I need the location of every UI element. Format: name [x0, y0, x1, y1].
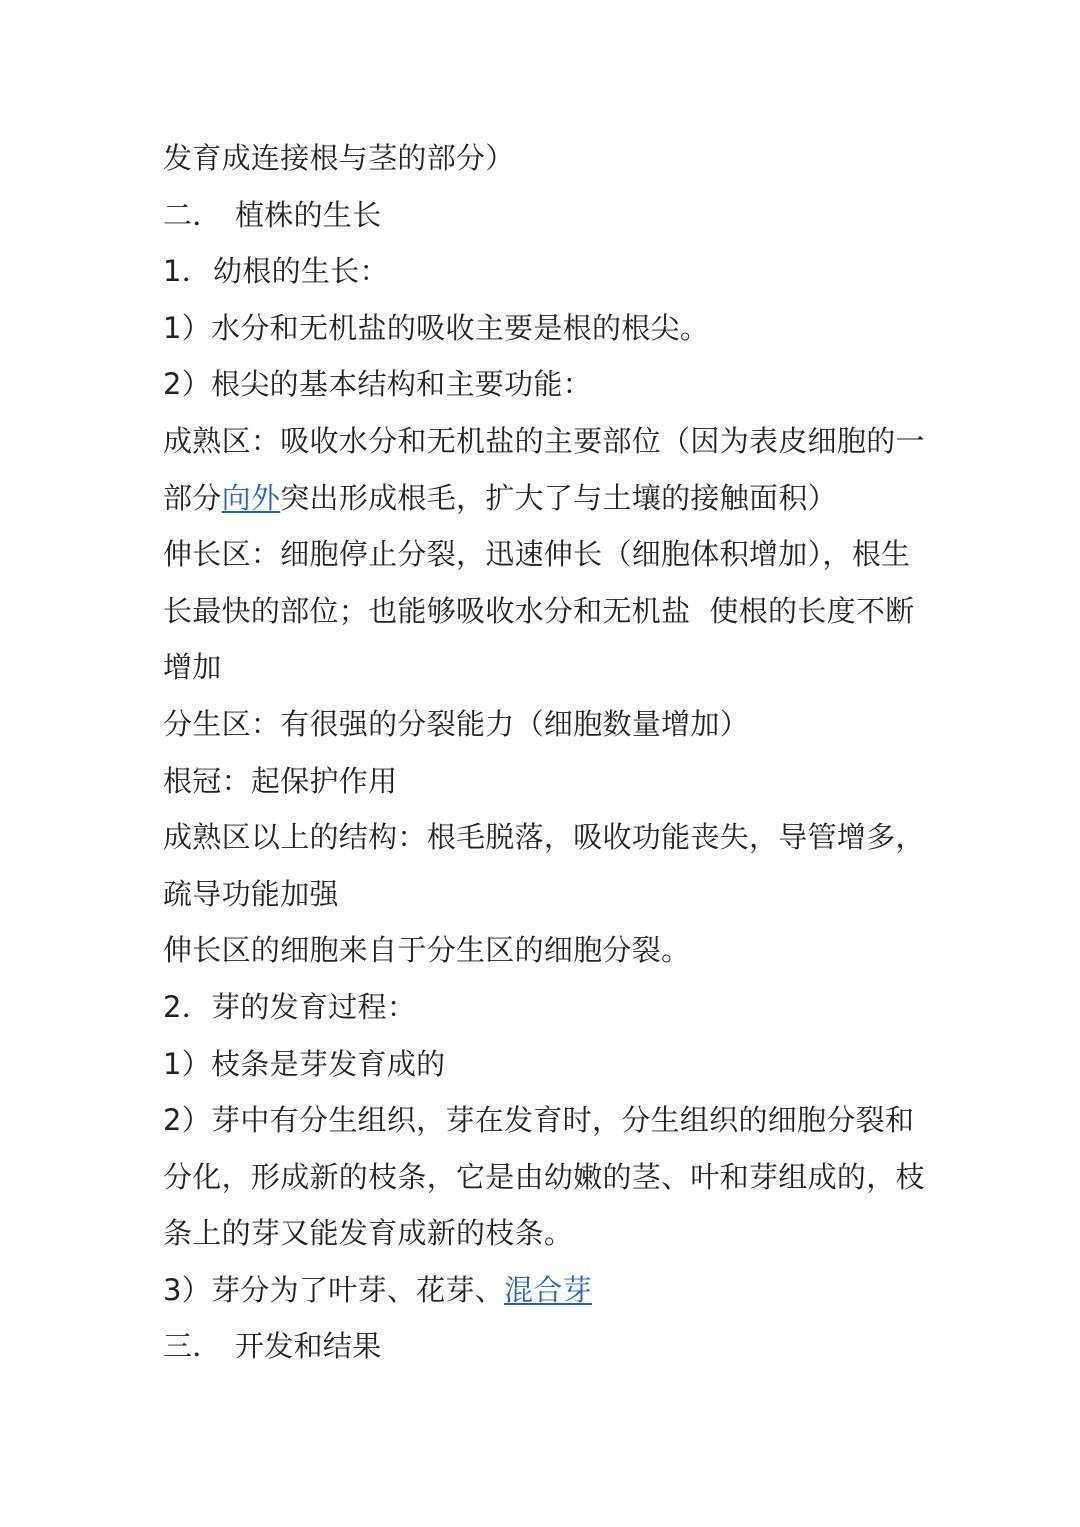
- section-marker: 三．: [163, 1329, 222, 1364]
- subsection-title: 幼根的生长：: [213, 254, 389, 289]
- text-line: 成熟区：吸收水分和无机盐的主要部位（因为表皮细胞的一: [163, 423, 925, 458]
- section-heading-2: [163, 187, 923, 244]
- text-line: 疏导功能加强: [163, 876, 339, 911]
- section-marker: 二．: [163, 197, 222, 232]
- text-line: [163, 1262, 923, 1319]
- section-heading-3: [163, 1318, 923, 1375]
- text-line: [163, 470, 923, 527]
- text-line: 2）芽中有分生组织，芽在发育时，分生组织的细胞分裂和: [163, 1103, 915, 1138]
- text-line: 长最快的部位；也能够吸收水分和无机盐 使根的长度不断: [163, 593, 915, 628]
- text-line: 分生区：有很强的分裂能力（细胞数量增加）: [163, 706, 750, 741]
- subsection-marker: 1．: [163, 254, 212, 289]
- text-line: 增加: [163, 650, 222, 685]
- subsection-heading-1: [163, 243, 923, 300]
- text-line: 成熟区以上的结构：根毛脱落，吸收功能丧失，导管增多，: [163, 820, 925, 855]
- text-line: 分化，形成新的枝条，它是由幼嫩的茎、叶和芽组成的，枝: [163, 1159, 925, 1194]
- text-fragment: 3）芽分为了叶芽、花芽、: [163, 1272, 505, 1307]
- text-line: 条上的芽又能发育成新的枝条。: [163, 1216, 574, 1251]
- text-fragment: 部分: [163, 480, 222, 515]
- text-line: 2）根尖的基本结构和主要功能：: [163, 367, 592, 402]
- text-line: 伸长区：细胞停止分裂，迅速伸长（细胞体积增加），根生: [163, 537, 911, 572]
- text-fragment: 突出形成根毛，扩大了与土壤的接触面积）: [280, 480, 837, 515]
- text-line: 根冠：起保护作用: [163, 763, 398, 798]
- document-body: [163, 130, 923, 1375]
- link-hunheya[interactable]: 混合芽: [504, 1272, 592, 1307]
- text-line: 2．芽的发育过程：: [163, 989, 417, 1024]
- text-line: 1）水分和无机盐的吸收主要是根的根尖。: [163, 310, 710, 345]
- link-xiangwai[interactable]: 向外: [221, 480, 281, 515]
- section-title: 植株的生长: [235, 197, 382, 232]
- text-line: 发育成连接根与茎的部分）: [163, 141, 515, 175]
- text-line: 1）枝条是芽发育成的: [163, 1046, 446, 1081]
- section-title: 开发和结果: [235, 1329, 382, 1364]
- text-line: 伸长区的细胞来自于分生区的细胞分裂。: [163, 933, 691, 968]
